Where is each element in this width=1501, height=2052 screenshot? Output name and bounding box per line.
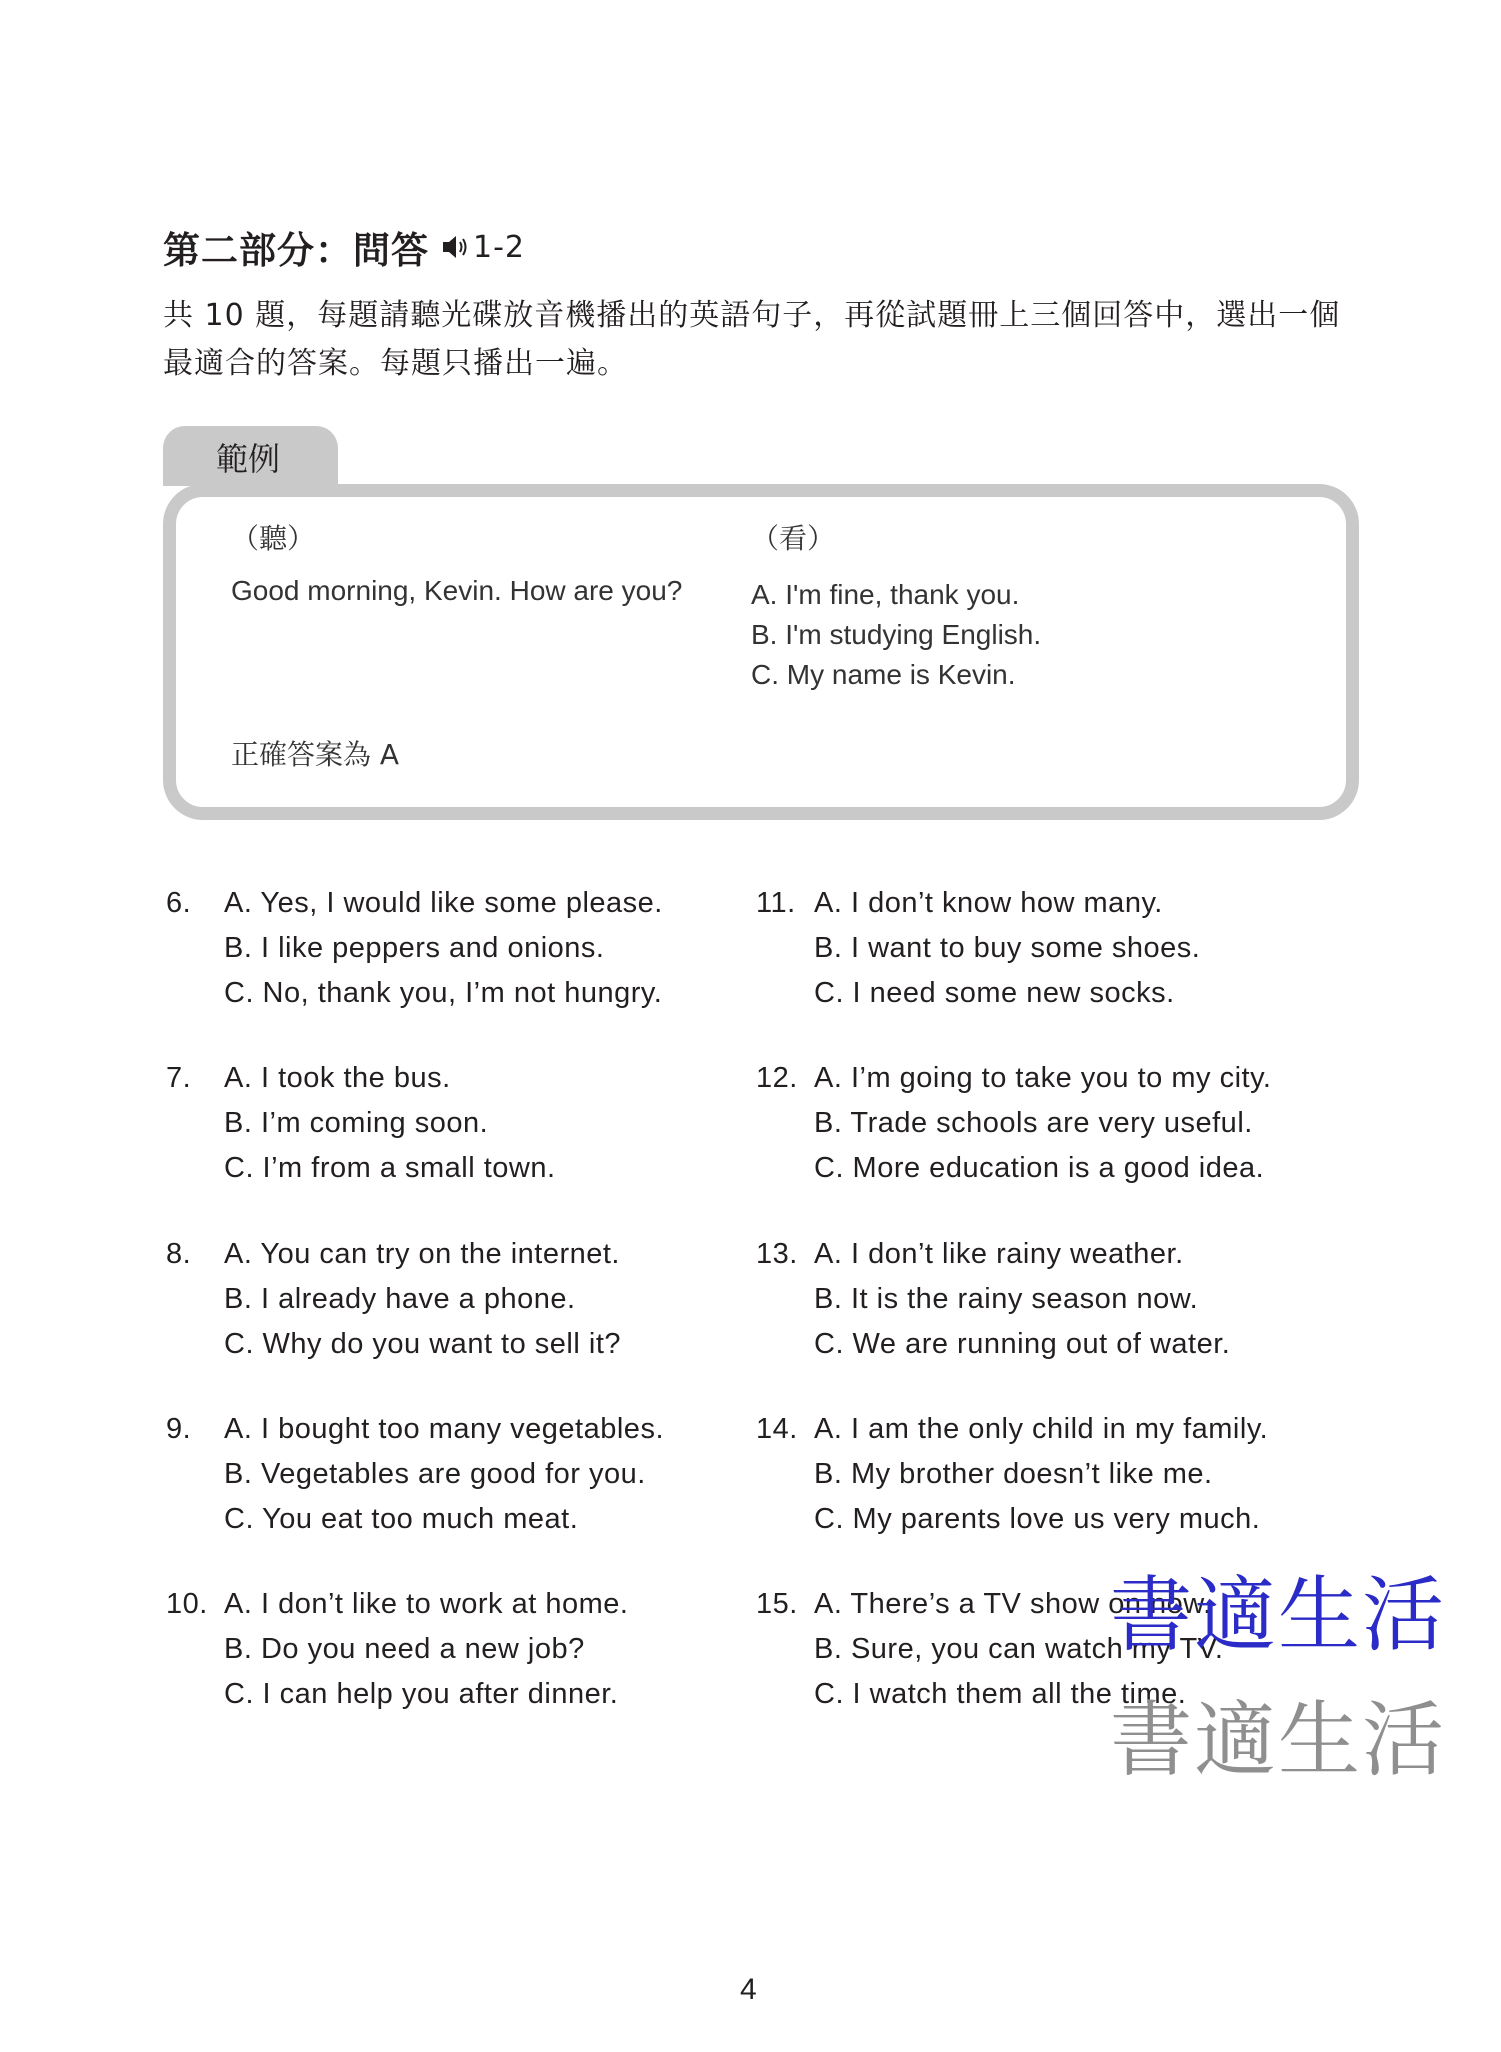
listen-label: （聽） [231, 522, 316, 555]
option-b: B. Do you need a new job? [224, 1633, 585, 1665]
question-number: 10. [166, 1588, 208, 1620]
question-number: 15. [756, 1588, 798, 1620]
instructions-line-2: 最適合的答案。每題只播出一遍。 [163, 346, 628, 381]
option-a: A. I don’t like rainy weather. [814, 1238, 1184, 1270]
question-options [814, 1407, 1268, 1542]
question-number: 8. [166, 1238, 192, 1270]
instructions [163, 292, 1363, 388]
option-b: B. I already have a phone. [224, 1283, 576, 1315]
option-a: A. I don’t know how many. [814, 887, 1163, 919]
option-c: C. We are running out of water. [814, 1328, 1231, 1360]
option-c: C. My parents love us very much. [814, 1503, 1261, 1535]
example-tab-label: 範例 [216, 440, 281, 478]
example-option-a: A. I'm fine, thank you. [751, 579, 1020, 610]
option-c: C. More education is a good idea. [814, 1152, 1265, 1184]
option-b: B. My brother doesn’t like me. [814, 1458, 1213, 1490]
option-a: A. I’m going to take you to my city. [814, 1062, 1272, 1094]
section-title [163, 220, 525, 274]
watermark-gray: 書適生活 [1110, 1693, 1447, 1788]
option-b: B. Trade schools are very useful. [814, 1107, 1253, 1139]
instructions-line-1: 共 10 題，每題請聽光碟放音機播出的英語句子，再從試題冊上三個回答中，選出一個 [163, 298, 1341, 333]
option-b: B. Sure, you can watch my TV. [814, 1633, 1224, 1665]
watermark-blue: 書適生活 [1110, 1568, 1447, 1663]
option-c: C. You eat too much meat. [224, 1503, 579, 1535]
example-sentence: Good morning, Kevin. How are you? [231, 575, 683, 606]
page-number: 4 [740, 1973, 757, 2006]
option-a: A. There’s a TV show on now. [814, 1588, 1212, 1620]
option-c: C. I watch them all the time. [814, 1678, 1187, 1710]
speaker-icon [441, 233, 471, 261]
example-tab [163, 426, 338, 486]
question-number: 12. [756, 1062, 798, 1094]
question-options [224, 1232, 621, 1367]
option-c: C. I can help you after dinner. [224, 1678, 619, 1710]
option-b: B. I’m coming soon. [224, 1107, 489, 1139]
question-options [224, 1407, 664, 1542]
example-options [751, 575, 1041, 695]
question-options [224, 881, 663, 1016]
option-a: A. You can try on the internet. [224, 1238, 620, 1270]
question-number: 11. [756, 887, 796, 919]
option-a: A. I don’t like to work at home. [224, 1588, 629, 1620]
question-options [814, 1056, 1271, 1191]
option-a: A. I bought too many vegetables. [224, 1413, 664, 1445]
option-a: A. Yes, I would like some please. [224, 887, 663, 919]
option-c: C. I’m from a small town. [224, 1152, 556, 1184]
question-options [224, 1582, 628, 1717]
question-number: 13. [756, 1238, 798, 1270]
option-c: C. No, thank you, I’m not hungry. [224, 977, 663, 1009]
section-title-text: 第二部分：問答 [163, 229, 429, 272]
question-options [224, 1056, 556, 1191]
option-a: A. I am the only child in my family. [814, 1413, 1269, 1445]
option-a: A. I took the bus. [224, 1062, 451, 1094]
example-answer: 正確答案為 A [231, 738, 400, 771]
option-c: C. Why do you want to sell it? [224, 1328, 621, 1360]
example-box [163, 484, 1359, 820]
track-number: 1-2 [473, 229, 525, 265]
option-b: B. It is the rainy season now. [814, 1283, 1199, 1315]
question-options [814, 1232, 1230, 1367]
question-number: 14. [756, 1413, 798, 1445]
question-number: 7. [166, 1062, 192, 1094]
option-c: C. I need some new socks. [814, 977, 1175, 1009]
question-number: 9. [166, 1413, 192, 1445]
question-number: 6. [166, 887, 192, 919]
option-b: B. I want to buy some shoes. [814, 932, 1201, 964]
example-option-c: C. My name is Kevin. [751, 659, 1016, 690]
option-b: B. Vegetables are good for you. [224, 1458, 646, 1490]
example-option-b: B. I'm studying English. [751, 619, 1042, 650]
option-b: B. I like peppers and onions. [224, 932, 605, 964]
question-options [814, 881, 1200, 1016]
look-label: （看） [751, 522, 836, 555]
